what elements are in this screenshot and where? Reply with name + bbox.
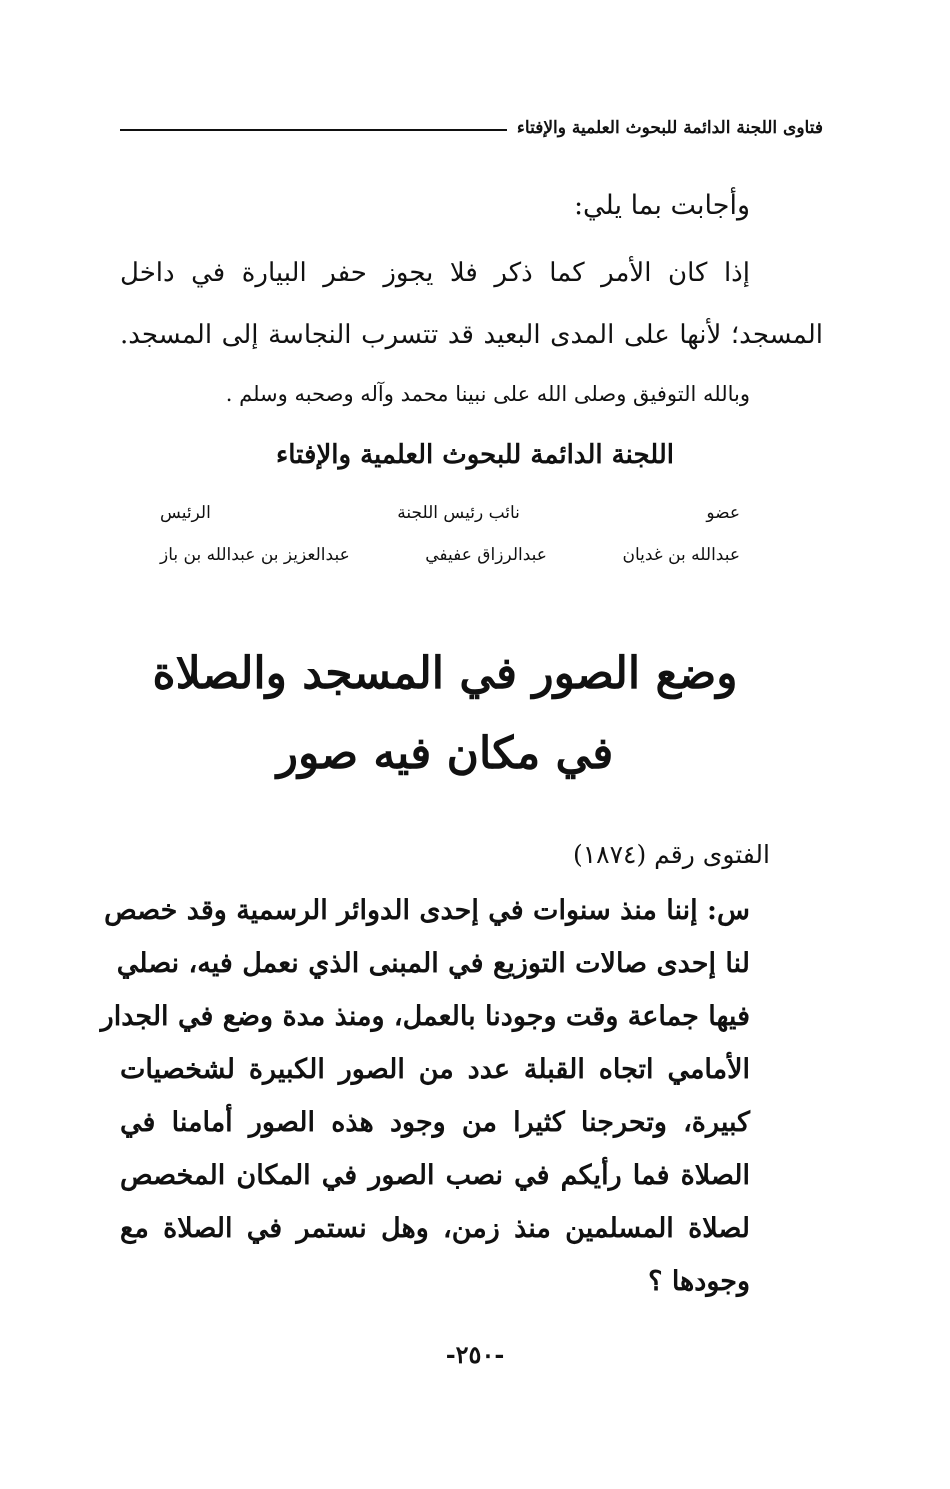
question-line: س: إننا منذ سنوات في إحدى الدوائر الرسمية وقد خصص bbox=[104, 895, 750, 926]
header-rule bbox=[120, 129, 507, 131]
fatwa-number: الفتوى رقم (١٨٧٤) bbox=[572, 840, 770, 869]
question-line: وجودها ؟ bbox=[648, 1266, 750, 1297]
answer-intro: وأجابت بما يلي: bbox=[573, 190, 750, 221]
question-line: كبيرة، وتحرجنا كثيرا من وجود هذه الصور أمامنا في bbox=[120, 1107, 750, 1138]
signatory-name: عبدالله بن غديان bbox=[622, 545, 740, 565]
signatory-roles bbox=[160, 503, 740, 523]
running-title: فتاوى اللجنة الدائمة للبحوث العلمية والإفتاء bbox=[516, 118, 823, 138]
signatory-name: عبدالرزاق عفيفي bbox=[425, 545, 547, 565]
question-line: الأمامي اتجاه القبلة عدد من الصور الكبيرة لشخصيات bbox=[120, 1054, 750, 1085]
question-line: فيها جماعة وقت وجودنا بالعمل، ومنذ مدة وضع في الجدار bbox=[100, 1001, 750, 1032]
signatory-name: عبدالعزيز بن عبدالله بن باز bbox=[160, 545, 350, 565]
section-title-line-1: وضع الصور في المسجد والصلاة bbox=[152, 648, 738, 699]
answer-line: إذا كان الأمر كما ذكر فلا يجوز حفر البيارة في داخل bbox=[120, 258, 750, 288]
signatory-role: الرئيس bbox=[160, 503, 211, 523]
question-line: لنا إحدى صالات التوزيع في المبنى الذي نعمل فيه، نصلي bbox=[116, 948, 750, 979]
signatory-names bbox=[160, 545, 740, 565]
committee-name: اللجنة الدائمة للبحوث العلمية والإفتاء bbox=[276, 440, 674, 470]
page-number: -٢٥٠- bbox=[445, 1340, 505, 1369]
signatory-role: نائب رئيس اللجنة bbox=[397, 503, 520, 523]
question-line: الصلاة فما رأيكم في نصب الصور في المكان المخصص bbox=[120, 1160, 750, 1191]
section-title-line-2: في مكان فيه صور bbox=[276, 728, 614, 779]
answer-line: المسجد؛ لأنها على المدى البعيد قد تتسرب النجاسة إلى المسجد. bbox=[120, 320, 823, 350]
question-line: لصلاة المسلمين منذ زمن، وهل نستمر في الصلاة مع bbox=[120, 1213, 750, 1244]
running-header bbox=[120, 118, 823, 138]
closing-prayer: وبالله التوفيق وصلى الله على نبينا محمد وآله وصحبه وسلم . bbox=[225, 382, 750, 406]
signatory-role: عضو bbox=[706, 503, 740, 523]
